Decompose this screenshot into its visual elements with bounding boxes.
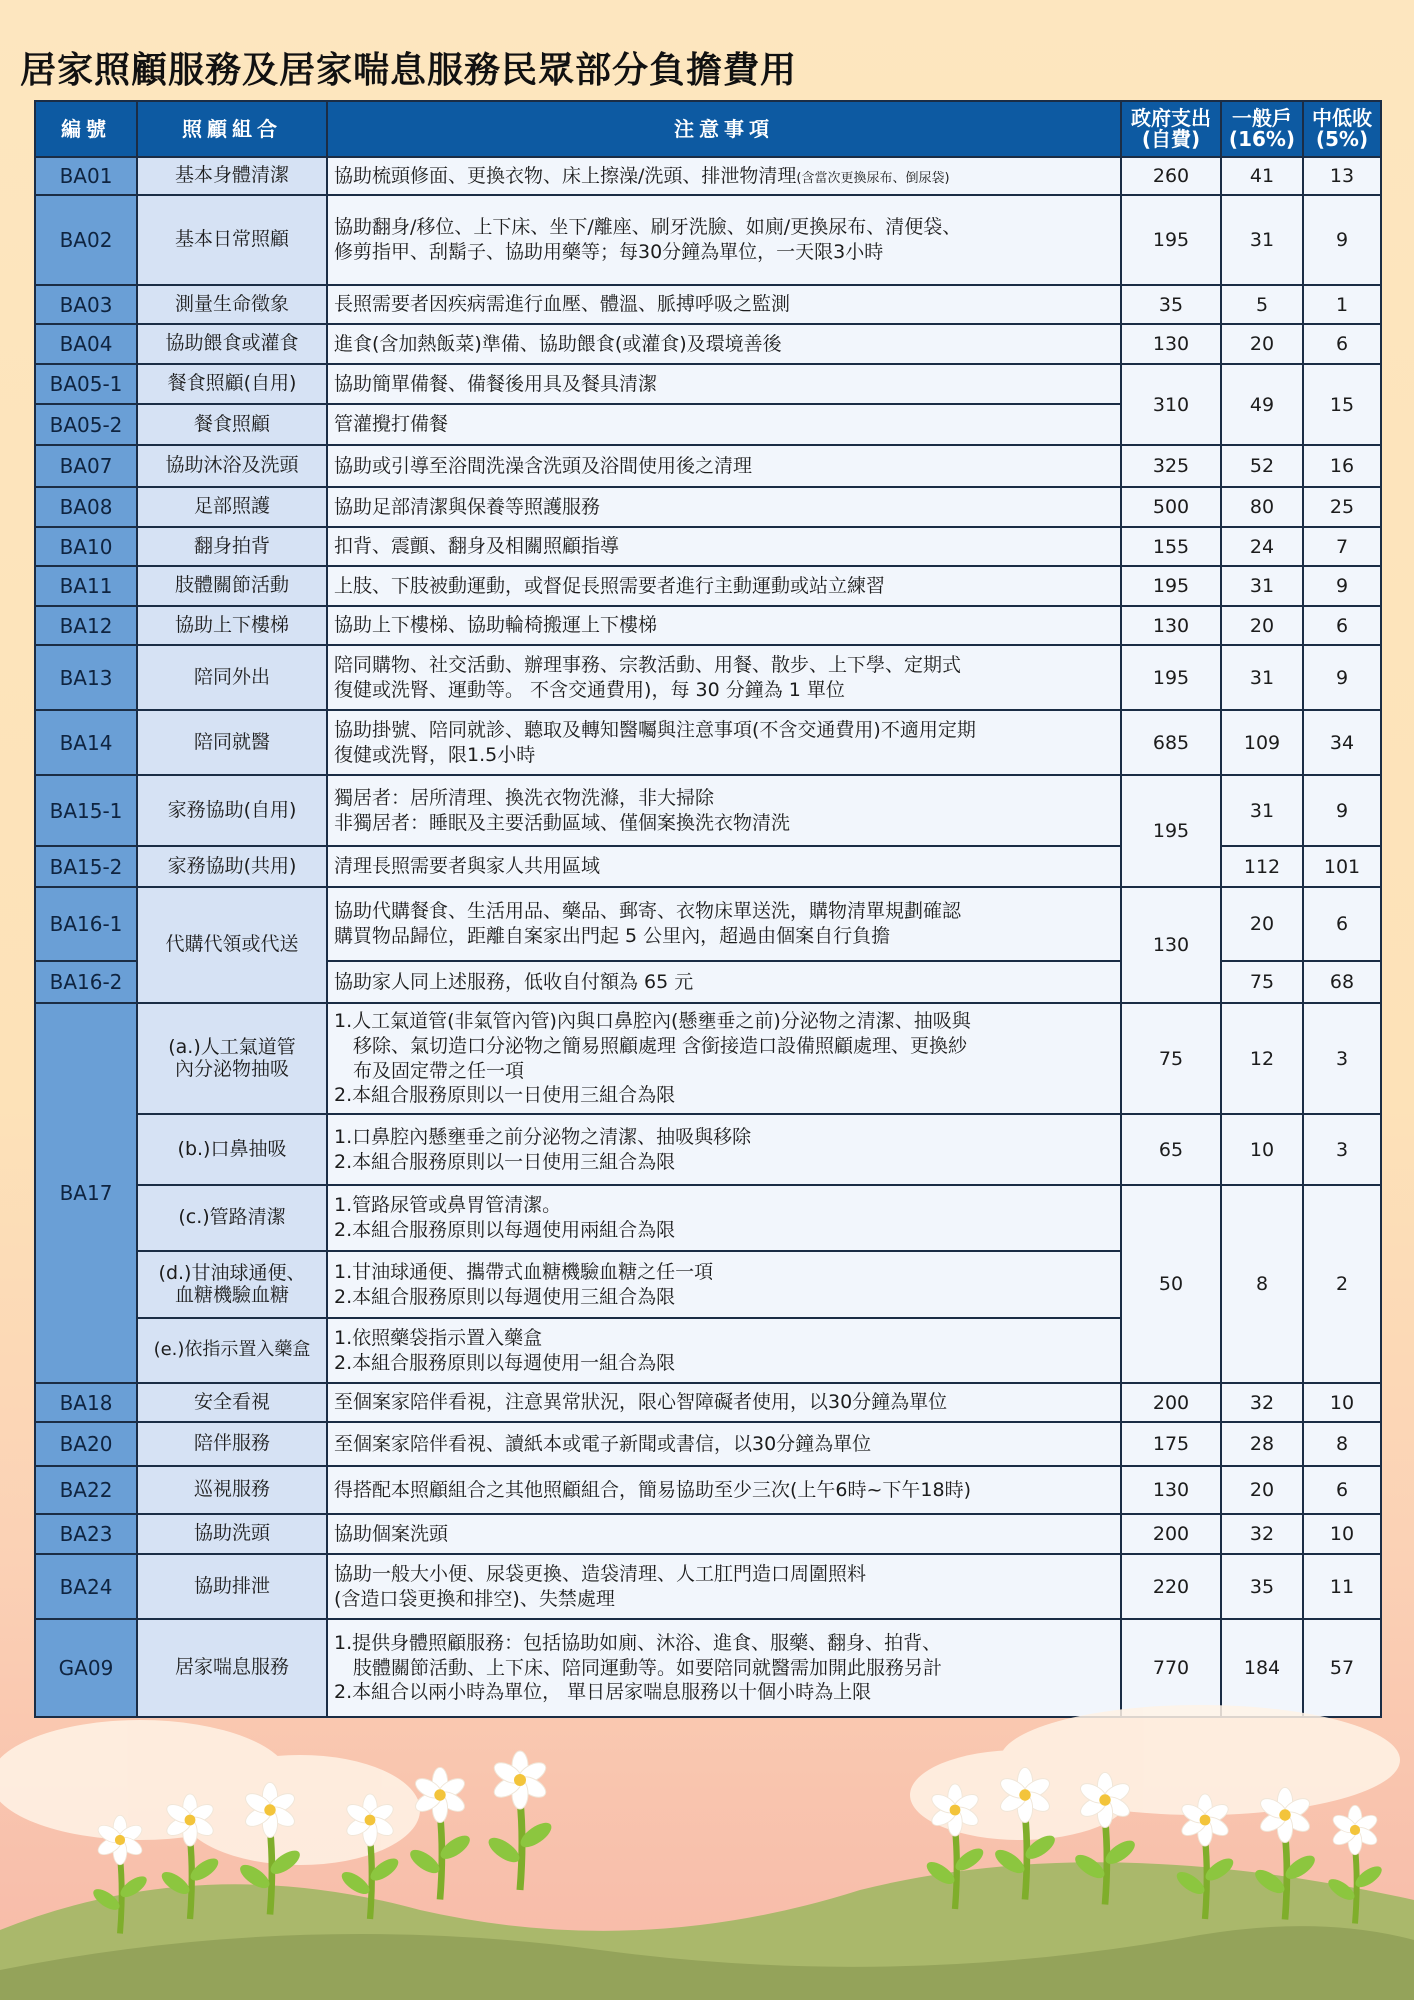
gov-fee: 130 [1121, 324, 1221, 364]
service-note: 獨居者：居所清理、換洗衣物洗滌，非大掃除 非獨居者：睡眠及主要活動區域、僅個案換洗衣物清洗 [327, 775, 1121, 846]
lowmid-fee: 10 [1303, 1514, 1381, 1554]
table-row [35, 775, 1381, 846]
table-row [35, 710, 1381, 775]
general-fee: 12 [1221, 1003, 1303, 1114]
service-name: (c.)管路清潔 [137, 1185, 327, 1251]
gov-fee: 220 [1121, 1554, 1221, 1619]
lowmid-fee: 9 [1303, 566, 1381, 606]
flower-hills-decoration [0, 1700, 1414, 2000]
header-lowmid: 中低收 (5%) [1303, 101, 1381, 157]
table-row [35, 364, 1381, 404]
lowmid-fee: 57 [1303, 1619, 1381, 1717]
general-fee: 31 [1221, 645, 1303, 710]
service-note: 協助上下樓梯、協助輪椅搬運上下樓梯 [327, 606, 1121, 645]
gov-fee: 130 [1121, 1466, 1221, 1514]
service-code: BA13 [35, 645, 137, 710]
general-fee: 32 [1221, 1514, 1303, 1554]
service-name: 協助排泄 [137, 1554, 327, 1619]
gov-fee: 195 [1121, 645, 1221, 710]
service-code: BA04 [35, 324, 137, 364]
service-name: 陪同就醫 [137, 710, 327, 775]
general-fee: 75 [1221, 961, 1303, 1003]
service-note: 1.提供身體照顧服務：包括協助如廁、沐浴、進食、服藥、翻身、拍背、 肢體關節活動、上下床、陪同運動等。如要陪同就醫需加開此服務另計 2.本組合以兩小時為單位， 單日居家喘息服務以十個小時為上限 [327, 1619, 1121, 1717]
table-row [35, 527, 1381, 566]
lowmid-fee: 13 [1303, 157, 1381, 195]
service-code: GA09 [35, 1619, 137, 1717]
service-code: BA02 [35, 195, 137, 285]
lowmid-fee: 9 [1303, 195, 1381, 285]
service-code: BA16-1 [35, 887, 137, 961]
service-note: 1.人工氣道管(非氣管內管)內與口鼻腔內(懸壅垂之前)分泌物之清潔、抽吸與 移除、氣切造口分泌物之簡易照顧處理 含銜接造口設備照顧處理、更換紗 布及固定帶之任一項 2.本組合服務原則以一日使用三組合為限 [327, 1003, 1121, 1114]
service-note: 協助梳頭修面、更換衣物、床上擦澡/洗頭、排泄物清理(含當次更換尿布、倒尿袋) [327, 157, 1121, 195]
general-fee: 20 [1221, 324, 1303, 364]
service-name: 家務協助(共用) [137, 846, 327, 887]
service-code: BA12 [35, 606, 137, 645]
gov-fee: 130 [1121, 606, 1221, 645]
header-general: 一般戶 (16%) [1221, 101, 1303, 157]
header-code: 編號 [35, 101, 137, 157]
service-note: 協助一般大小便、尿袋更換、造袋清理、人工肛門造口周圍照料 (含造口袋更換和排空)、失禁處理 [327, 1554, 1121, 1619]
table-row [35, 566, 1381, 606]
general-fee: 49 [1221, 364, 1303, 445]
service-note: 陪同購物、社交活動、辦理事務、宗教活動、用餐、散步、上下學、定期式 復健或洗腎、運動等。 不含交通費用)，每 30 分鐘為 1 單位 [327, 645, 1121, 710]
general-fee: 20 [1221, 887, 1303, 961]
service-code: BA07 [35, 445, 137, 487]
table-row [35, 157, 1381, 195]
service-name: 安全看視 [137, 1383, 327, 1422]
gov-fee: 75 [1121, 1003, 1221, 1114]
service-note: 1.口鼻腔內懸壅垂之前分泌物之清潔、抽吸與移除 2.本組合服務原則以一日使用三組合為限 [327, 1114, 1121, 1185]
lowmid-fee: 7 [1303, 527, 1381, 566]
table-row [35, 195, 1381, 285]
general-fee: 112 [1221, 846, 1303, 887]
service-name: (e.)依指示置入藥盒 [137, 1318, 327, 1383]
general-fee: 35 [1221, 1554, 1303, 1619]
gov-fee: 200 [1121, 1383, 1221, 1422]
general-fee: 8 [1221, 1185, 1303, 1383]
table-row [35, 445, 1381, 487]
service-name: 基本日常照顧 [137, 195, 327, 285]
service-name: 巡視服務 [137, 1466, 327, 1514]
lowmid-fee: 34 [1303, 710, 1381, 775]
service-name: (b.)口鼻抽吸 [137, 1114, 327, 1185]
general-fee: 31 [1221, 195, 1303, 285]
table-row [35, 606, 1381, 645]
gov-fee: 35 [1121, 285, 1221, 324]
service-code: BA15-1 [35, 775, 137, 846]
table-row [35, 324, 1381, 364]
lowmid-fee: 25 [1303, 487, 1381, 527]
service-note: 清理長照需要者與家人共用區域 [327, 846, 1121, 887]
gov-fee: 195 [1121, 195, 1221, 285]
general-fee: 20 [1221, 1466, 1303, 1514]
service-name: 陪同外出 [137, 645, 327, 710]
general-fee: 52 [1221, 445, 1303, 487]
table-row [35, 1466, 1381, 1514]
service-note: 1.甘油球通便、攜帶式血糖機驗血糖之任一項 2.本組合服務原則以每週使用三組合為限 [327, 1251, 1121, 1318]
table-row [35, 487, 1381, 527]
service-name: 足部照護 [137, 487, 327, 527]
general-fee: 31 [1221, 566, 1303, 606]
service-name: 協助洗頭 [137, 1514, 327, 1554]
general-fee: 80 [1221, 487, 1303, 527]
lowmid-fee: 1 [1303, 285, 1381, 324]
table-row [35, 1003, 1381, 1114]
lowmid-fee: 2 [1303, 1185, 1381, 1383]
header-gov: 政府支出 (自費) [1121, 101, 1221, 157]
general-fee: 31 [1221, 775, 1303, 846]
service-code: BA22 [35, 1466, 137, 1514]
table-row [35, 1554, 1381, 1619]
gov-fee: 260 [1121, 157, 1221, 195]
gov-fee: 770 [1121, 1619, 1221, 1717]
general-fee: 184 [1221, 1619, 1303, 1717]
service-note: 協助掛號、陪同就診、聽取及轉知醫囑與注意事項(不含交通費用)不適用定期 復健或洗腎，限1.5小時 [327, 710, 1121, 775]
flower-icon [485, 1751, 556, 1890]
lowmid-fee: 15 [1303, 364, 1381, 445]
service-name: 基本身體清潔 [137, 157, 327, 195]
service-code: BA05-2 [35, 404, 137, 445]
service-note: 長照需要者因疾病需進行血壓、體溫、脈搏呼吸之監測 [327, 285, 1121, 324]
service-name: 協助餵食或灌食 [137, 324, 327, 364]
gov-fee: 500 [1121, 487, 1221, 527]
service-note: 至個案家陪伴看視，注意異常狀況，限心智障礙者使用，以30分鐘為單位 [327, 1383, 1121, 1422]
gov-fee: 155 [1121, 527, 1221, 566]
table-row [35, 1383, 1381, 1422]
service-code: BA23 [35, 1514, 137, 1554]
service-name: 居家喘息服務 [137, 1619, 327, 1717]
service-code: BA15-2 [35, 846, 137, 887]
service-name: 測量生命徵象 [137, 285, 327, 324]
fee-table [34, 100, 1382, 1718]
service-code: BA10 [35, 527, 137, 566]
service-code: BA17 [35, 1003, 137, 1383]
table-row [35, 1514, 1381, 1554]
table-row [35, 1114, 1381, 1185]
service-note: 管灌攪打備餐 [327, 404, 1121, 445]
service-note: 扣背、震顫、翻身及相關照顧指導 [327, 527, 1121, 566]
service-note: 協助翻身/移位、上下床、坐下/離座、刷牙洗臉、如廁/更換尿布、清便袋、 修剪指甲、刮鬍子、協助用藥等；每30分鐘為單位，一天限3小時 [327, 195, 1121, 285]
header-combo: 照顧組合 [137, 101, 327, 157]
service-code: BA16-2 [35, 961, 137, 1003]
lowmid-fee: 9 [1303, 645, 1381, 710]
general-fee: 28 [1221, 1422, 1303, 1466]
gov-fee: 200 [1121, 1514, 1221, 1554]
hill-shape [0, 1862, 1414, 2000]
service-name: 家務協助(自用) [137, 775, 327, 846]
general-fee: 10 [1221, 1114, 1303, 1185]
service-name: 肢體關節活動 [137, 566, 327, 606]
lowmid-fee: 6 [1303, 887, 1381, 961]
lowmid-fee: 3 [1303, 1114, 1381, 1185]
gov-fee: 195 [1121, 566, 1221, 606]
service-note: 1.依照藥袋指示置入藥盒 2.本組合服務原則以每週使用一組合為限 [327, 1318, 1121, 1383]
general-fee: 5 [1221, 285, 1303, 324]
flower-icon [406, 1767, 473, 1899]
lowmid-fee: 68 [1303, 961, 1381, 1003]
service-name: 代購代領或代送 [137, 887, 327, 1003]
gov-fee: 325 [1121, 445, 1221, 487]
lowmid-fee: 6 [1303, 1466, 1381, 1514]
service-note: 協助簡單備餐、備餐後用具及餐具清潔 [327, 364, 1121, 404]
service-note: 進食(含加熱飯菜)準備、協助餵食(或灌食)及環境善後 [327, 324, 1121, 364]
lowmid-fee: 11 [1303, 1554, 1381, 1619]
service-name: 翻身拍背 [137, 527, 327, 566]
service-note: 得搭配本照顧組合之其他照顧組合，簡易協助至少三次(上午6時~下午18時) [327, 1466, 1121, 1514]
general-fee: 32 [1221, 1383, 1303, 1422]
gov-fee: 195 [1121, 775, 1221, 887]
service-note: 協助家人同上述服務，低收自付額為 65 元 [327, 961, 1121, 1003]
service-code: BA03 [35, 285, 137, 324]
service-name: 餐食照顧 [137, 404, 327, 445]
lowmid-fee: 16 [1303, 445, 1381, 487]
general-fee: 20 [1221, 606, 1303, 645]
lowmid-fee: 8 [1303, 1422, 1381, 1466]
service-note: 至個案家陪伴看視、讀紙本或電子新聞或書信，以30分鐘為單位 [327, 1422, 1121, 1466]
service-code: BA01 [35, 157, 137, 195]
service-name: (a.)人工氣道管 內分泌物抽吸 [137, 1003, 327, 1114]
gov-fee: 50 [1121, 1185, 1221, 1383]
lowmid-fee: 6 [1303, 324, 1381, 364]
lowmid-fee: 101 [1303, 846, 1381, 887]
table-row [35, 645, 1381, 710]
service-name: 餐食照顧(自用) [137, 364, 327, 404]
service-note: 1.管路尿管或鼻胃管清潔。 2.本組合服務原則以每週使用兩組合為限 [327, 1185, 1121, 1251]
service-code: BA24 [35, 1554, 137, 1619]
page-title: 居家照顧服務及居家喘息服務民眾部分負擔費用 [20, 50, 798, 91]
service-code: BA08 [35, 487, 137, 527]
cloud-shape [0, 1705, 1400, 1865]
service-code: BA20 [35, 1422, 137, 1466]
service-note: 協助或引導至浴間洗澡含洗頭及浴間使用後之清理 [327, 445, 1121, 487]
service-code: BA14 [35, 710, 137, 775]
gov-fee: 310 [1121, 364, 1221, 445]
service-name: 協助上下樓梯 [137, 606, 327, 645]
gov-fee: 685 [1121, 710, 1221, 775]
service-name: (d.)甘油球通便、 血糖機驗血糖 [137, 1251, 327, 1318]
general-fee: 41 [1221, 157, 1303, 195]
gov-fee: 130 [1121, 887, 1221, 1003]
service-name: 協助沐浴及洗頭 [137, 445, 327, 487]
lowmid-fee: 3 [1303, 1003, 1381, 1114]
service-code: BA05-1 [35, 364, 137, 404]
table-row [35, 285, 1381, 324]
general-fee: 24 [1221, 527, 1303, 566]
gov-fee: 175 [1121, 1422, 1221, 1466]
service-note: 協助個案洗頭 [327, 1514, 1121, 1554]
table-row [35, 1422, 1381, 1466]
table-row [35, 887, 1381, 961]
service-note: 協助代購餐食、生活用品、藥品、郵寄、衣物床單送洗，購物清單規劃確認 購買物品歸位，距離自案家出門起 5 公里內，超過由個案自行負擔 [327, 887, 1121, 961]
lowmid-fee: 9 [1303, 775, 1381, 846]
general-fee: 109 [1221, 710, 1303, 775]
lowmid-fee: 10 [1303, 1383, 1381, 1422]
service-note: 上肢、下肢被動運動，或督促長照需要者進行主動運動或站立練習 [327, 566, 1121, 606]
service-name: 陪伴服務 [137, 1422, 327, 1466]
table-row [35, 1185, 1381, 1251]
service-note: 協助足部清潔與保養等照護服務 [327, 487, 1121, 527]
service-code: BA11 [35, 566, 137, 606]
gov-fee: 65 [1121, 1114, 1221, 1185]
lowmid-fee: 6 [1303, 606, 1381, 645]
table-header-row [35, 101, 1381, 157]
header-notes: 注意事項 [327, 101, 1121, 157]
service-code: BA18 [35, 1383, 137, 1422]
